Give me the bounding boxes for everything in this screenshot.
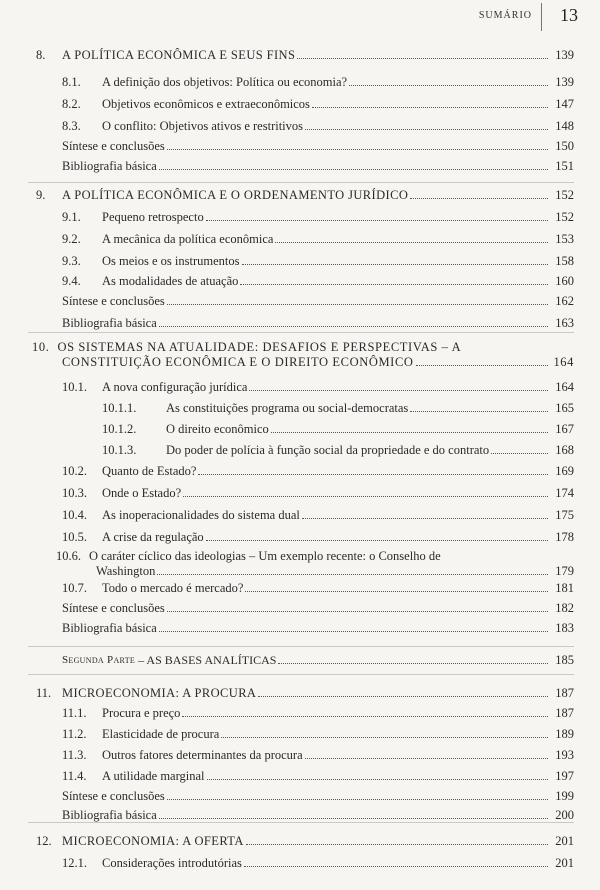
toc-entry-number: 10.1. xyxy=(62,380,87,394)
toc-entry-title: Objetivos econômicos e extraeconômicos xyxy=(102,97,310,111)
leader-dots xyxy=(159,169,548,170)
toc-entry-title: As inoperacionalidades do sistema dual xyxy=(102,508,300,522)
toc-entry-page: 163 xyxy=(555,316,574,330)
toc-entry-title: Considerações introdutórias xyxy=(102,856,242,870)
toc-entry-title: Os meios e os instrumentos xyxy=(102,254,240,268)
leader-dots xyxy=(410,411,548,412)
toc-entry[interactable] xyxy=(62,621,574,635)
toc-entry-title: MICROECONOMIA: A PROCURA xyxy=(62,686,257,700)
leader-dots xyxy=(206,540,548,541)
toc-entry-line xyxy=(56,549,574,563)
toc-entry-page: 179 xyxy=(555,564,574,578)
toc-entry-title-cont: CONSTITUIÇÃO ECONÔMICA E O DIREITO ECONÔMICO xyxy=(62,355,414,369)
toc-entry[interactable] xyxy=(62,748,574,762)
toc-entry[interactable] xyxy=(62,274,574,288)
toc-entry-page: 164 xyxy=(553,355,574,369)
toc-entry-number: 11. xyxy=(36,686,52,700)
leader-dots xyxy=(249,390,548,391)
toc-entry[interactable] xyxy=(62,159,574,173)
toc-entry[interactable] xyxy=(62,808,574,822)
toc-entry-title: Outros fatores determinantes da procura xyxy=(102,748,303,762)
toc-entry[interactable] xyxy=(62,653,574,667)
toc-entry-title: O conflito: Objetivos ativos e restritivos xyxy=(102,119,304,133)
toc-entry-title: A POLÍTICA ECONÔMICA E O ORDENAMENTO JURÍDICO xyxy=(62,188,409,202)
toc-entry-number: 8.2. xyxy=(62,97,81,111)
leader-dots xyxy=(206,220,548,221)
leader-dots xyxy=(182,716,548,717)
toc-entry-number: 9.2. xyxy=(62,232,81,246)
toc-entry-page: 165 xyxy=(555,401,574,415)
leader-dots xyxy=(157,574,548,575)
toc-entry-title: Bibliografia básica xyxy=(62,621,157,635)
toc-entry-title: A POLÍTICA ECONÔMICA E SEUS FINS xyxy=(62,48,296,62)
leader-dots xyxy=(240,284,548,285)
toc-entry-number: 11.1. xyxy=(62,706,87,720)
toc-entry[interactable] xyxy=(62,139,574,153)
toc-entry-page: 164 xyxy=(555,380,574,394)
toc-entry[interactable] xyxy=(62,294,574,308)
toc-entry-title: A nova configuração jurídica xyxy=(102,380,248,394)
toc-entry[interactable] xyxy=(62,508,574,522)
toc-entry-page: 178 xyxy=(555,530,574,544)
toc-entry-number: 10. xyxy=(32,340,50,354)
toc-entry-page: 151 xyxy=(555,159,574,173)
toc-entry[interactable] xyxy=(62,464,574,478)
toc-entry-number: 8.3. xyxy=(62,119,81,133)
leader-dots xyxy=(246,844,548,845)
toc-entry-number: 10.1.3. xyxy=(102,443,137,457)
running-head: SUMÁRIO xyxy=(478,10,532,21)
toc-entry[interactable] xyxy=(62,601,574,615)
toc-entry[interactable] xyxy=(62,727,574,741)
toc-entry-page: 181 xyxy=(555,581,574,595)
toc-entry-number: 10.1.2. xyxy=(102,422,137,436)
toc-entry-page: 201 xyxy=(555,834,574,848)
leader-dots xyxy=(271,432,548,433)
toc-entry-title: Elasticidade de procura xyxy=(102,727,220,741)
toc-entry-page: 185 xyxy=(555,653,574,667)
toc-entry-title: Síntese e conclusões xyxy=(62,601,165,615)
toc-entry-number: 12.1. xyxy=(62,856,87,870)
toc-entry-title: Síntese e conclusões xyxy=(62,139,165,153)
toc-entry-number: 10.6. xyxy=(56,549,81,563)
leader-dots xyxy=(244,866,548,867)
leader-dots xyxy=(221,737,548,738)
toc-entry[interactable] xyxy=(36,686,574,700)
toc-entry-title: OS SISTEMAS NA ATUALIDADE: DESAFIOS E PERSPECTIVAS – A xyxy=(57,340,462,354)
toc-entry-title: Procura e preço xyxy=(102,706,181,720)
toc-entry-page: 152 xyxy=(555,210,574,224)
toc-entry[interactable] xyxy=(36,188,574,202)
toc-entry-page: 200 xyxy=(555,808,574,822)
toc-entry-page: 201 xyxy=(555,856,574,870)
toc-entry[interactable] xyxy=(36,834,574,848)
toc-entry-number: 10.3. xyxy=(62,486,87,500)
leader-dots xyxy=(207,779,548,780)
toc-entry[interactable] xyxy=(56,549,574,578)
toc-entry[interactable] xyxy=(62,486,574,500)
toc-entry-title: – AS BASES ANALÍTICAS xyxy=(138,653,277,667)
leader-dots xyxy=(159,631,548,632)
toc-entry-page: 162 xyxy=(555,294,574,308)
toc-entry-number: 11.3. xyxy=(62,748,87,762)
toc-entry-page: 167 xyxy=(555,422,574,436)
toc-entry-page: 148 xyxy=(555,119,574,133)
toc-entry-number: 10.5. xyxy=(62,530,87,544)
leader-dots xyxy=(297,58,548,59)
toc-entry-page: 169 xyxy=(555,464,574,478)
toc-entry-number: 11.4. xyxy=(62,769,87,783)
toc-entry-title: MICROECONOMIA: A OFERTA xyxy=(62,834,244,848)
toc-entry-title: Síntese e conclusões xyxy=(62,789,165,803)
leader-dots xyxy=(167,149,548,150)
leader-dots xyxy=(245,591,548,592)
toc-entry-number: 9. xyxy=(36,188,46,202)
toc-entry-page: 183 xyxy=(555,621,574,635)
toc-entry-title: Quanto de Estado? xyxy=(102,464,197,478)
toc-entry-page: 160 xyxy=(555,274,574,288)
toc-entry-number: 10.7. xyxy=(62,581,87,595)
toc-entry[interactable] xyxy=(62,97,574,111)
leader-dots xyxy=(183,496,548,497)
toc-entry-number: 10.4. xyxy=(62,508,87,522)
leader-dots xyxy=(167,304,548,305)
leader-dots xyxy=(242,264,549,265)
toc-entry[interactable] xyxy=(32,340,574,369)
toc-entry-title: A utilidade marginal xyxy=(102,769,205,783)
part-label: Segunda Parte xyxy=(62,654,136,666)
toc-entry-title: Bibliografia básica xyxy=(62,159,157,173)
toc-entry-title: Pequeno retrospecto xyxy=(102,210,204,224)
leader-dots xyxy=(312,107,548,108)
toc-entry-page: 197 xyxy=(555,769,574,783)
toc-entry-number: 12. xyxy=(36,834,52,848)
toc-entry-line xyxy=(32,340,574,354)
toc-entry-number: 9.4. xyxy=(62,274,81,288)
leader-dots xyxy=(305,129,548,130)
toc-entry[interactable] xyxy=(62,530,574,544)
toc-entry-title-cont: Washington xyxy=(96,564,156,578)
toc-entry-number: 9.1. xyxy=(62,210,81,224)
toc-entry-page: 199 xyxy=(555,789,574,803)
leader-dots xyxy=(410,198,548,199)
toc-entry-title: Bibliografia básica xyxy=(62,316,157,330)
leader-dots xyxy=(198,474,548,475)
toc-entry[interactable] xyxy=(62,856,574,870)
toc-entry[interactable] xyxy=(102,422,574,436)
toc-entry-title: As modalidades de atuação xyxy=(102,274,239,288)
toc-entry-title: Bibliografia básica xyxy=(62,808,157,822)
toc-entry-number: 10.1.1. xyxy=(102,401,137,415)
leader-dots xyxy=(167,799,548,800)
toc-entry[interactable] xyxy=(62,232,574,246)
toc-entry-title: Síntese e conclusões xyxy=(62,294,165,308)
toc-entry[interactable] xyxy=(62,789,574,803)
toc-entry[interactable] xyxy=(62,210,574,224)
toc-entry-title: A crise da regulação xyxy=(102,530,204,544)
toc-entry-number: 11.2. xyxy=(62,727,87,741)
toc-entry-title: A mecânica da política econômica xyxy=(102,232,274,246)
leader-dots xyxy=(349,85,548,86)
toc-entry-page: 175 xyxy=(555,508,574,522)
toc-entry[interactable] xyxy=(62,581,574,595)
leader-dots xyxy=(302,518,548,519)
toc-entry[interactable] xyxy=(102,443,574,457)
toc-entry[interactable] xyxy=(62,254,574,268)
toc-entry[interactable] xyxy=(36,48,574,62)
leader-dots xyxy=(159,326,548,327)
toc-entry[interactable] xyxy=(62,316,574,330)
page-number: 13 xyxy=(560,5,578,25)
leader-dots xyxy=(275,242,548,243)
toc-entry-title: O direito econômico xyxy=(166,422,269,436)
leader-dots xyxy=(305,758,548,759)
toc-entry[interactable] xyxy=(62,769,574,783)
toc-entry-title: O caráter cíclico das ideologias – Um exemplo recente: o Conselho de xyxy=(89,549,441,563)
toc-entry[interactable] xyxy=(62,380,574,394)
leader-dots xyxy=(167,611,548,612)
toc-entry-page: 189 xyxy=(555,727,574,741)
toc-entry-title: Todo o mercado é mercado? xyxy=(102,581,244,595)
leader-dots xyxy=(416,365,548,366)
leader-dots xyxy=(258,696,548,697)
toc-entry-page: 174 xyxy=(555,486,574,500)
toc-entry-page: 193 xyxy=(555,748,574,762)
toc-entry-number: 8. xyxy=(36,48,46,62)
toc-entry-number: 8.1. xyxy=(62,75,81,89)
toc-entry-title: As constituições programa ou social-democratas xyxy=(166,401,409,415)
toc-entry-title: A definição dos objetivos: Política ou economia? xyxy=(102,75,348,89)
toc-entry-page: 147 xyxy=(555,97,574,111)
toc-entry-line xyxy=(32,355,574,369)
toc-entry-page: 153 xyxy=(555,232,574,246)
toc-entry-title: Onde o Estado? xyxy=(102,486,182,500)
toc-entry-page: 182 xyxy=(555,601,574,615)
toc-entry[interactable] xyxy=(102,401,574,415)
toc-entry-title: Do poder de polícia à função social da propriedade e do contrato xyxy=(166,443,490,457)
leader-dots xyxy=(159,818,548,819)
toc-entry-line xyxy=(56,564,574,578)
toc-entry-number: 9.3. xyxy=(62,254,81,268)
toc-entry[interactable] xyxy=(62,706,574,720)
toc-entry-page: 152 xyxy=(555,188,574,202)
toc-entry[interactable] xyxy=(62,75,574,89)
toc-entry-page: 168 xyxy=(555,443,574,457)
toc-entry-page: 187 xyxy=(555,686,574,700)
toc-entry[interactable] xyxy=(62,119,574,133)
leader-dots xyxy=(278,663,548,664)
toc-entry-page: 139 xyxy=(555,48,574,62)
toc-entry-number: 10.2. xyxy=(62,464,87,478)
toc-entry-page: 139 xyxy=(555,75,574,89)
toc-entry-page: 150 xyxy=(555,139,574,153)
leader-dots xyxy=(491,453,548,454)
toc-entry-page: 187 xyxy=(555,706,574,720)
toc-entry-page: 158 xyxy=(555,254,574,268)
